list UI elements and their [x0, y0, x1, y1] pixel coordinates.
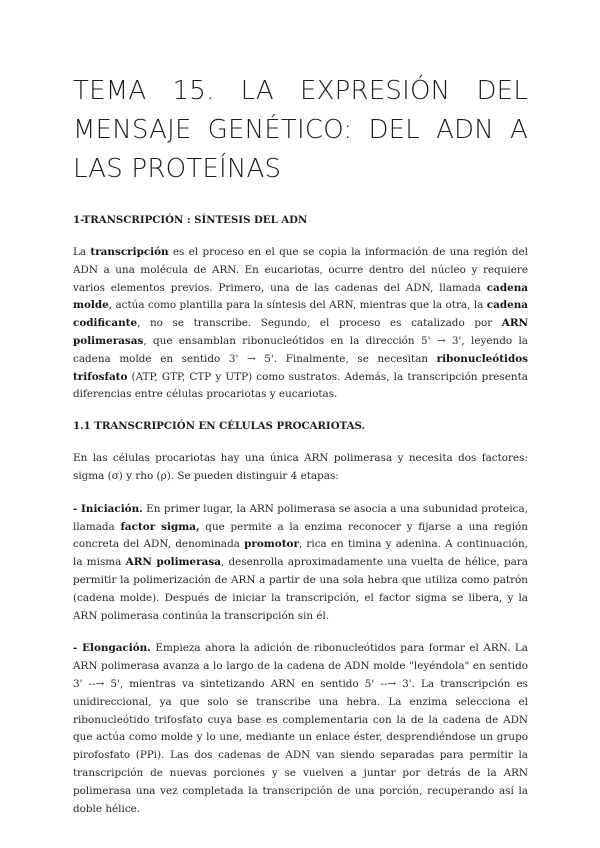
section-heading-procariotas: 1.1 TRANSCRIPCIÓN EN CÉLULAS PROCARIOTAS.	[73, 420, 366, 433]
section-heading-transcripcion: 1-TRANSCRIPCIÓN : SÍNTESIS DEL ADN	[73, 214, 308, 226]
paragraph-procariotas-intro: En las células procariotas hay una única ARN polimerasa y necesita dos factores: sigma (σ) y rho (ρ). Se pueden distinguir 4 etapas:	[73, 452, 528, 482]
paragraph-elongacion: - Elongación. Empieza ahora la adición de ribonucleótidos para formar el ARN. La ARN polimerasa avanza a lo largo de la cadena de ADN molde "leyéndola" en sentido 3' --→ 5', mientras va sintetizando ARN en sentido 5' --→ 3'. La transcripción es unidireccional, ya que solo se transcribe una hebra. La enzima selecciona el ribonucleótido trifosfato cuya base es complementaria con la de la cadena de ADN que actúa como molde y lo une, mediante un enlace éster, desprendiéndose un grupo pirofosfato (PPi). Las dos cadenas de ADN van siendo separadas para permitir la transcripción de nuevas porciones y se vuelven a juntar por detrás de la ARN polimerasa una vez completada la transcripción de una porción, recuperando así la doble hélice.	[73, 642, 528, 815]
paragraph-iniciacion: - Iniciación. En primer lugar, la ARN polimerasa se asocia a una subunidad proteica, llamada factor sigma, que permite a la enzima reconocer y fijarse a una región concreta del ADN, denominada promotor, rica en timina y adenina. A continuación, la misma ARN polimerasa, desenrolla aproximadamente una vuelta de hélice, para permitir la polimerización de ARN a partir de una sola hebra que utiliza como patrón (cadena molde). Después de iniciar la transcripción, el factor sigma se libera, y la ARN polimerasa continúa la transcripción sin él.	[73, 502, 528, 622]
page-title: TEMA 15. LA EXPRESIÓN DEL MENSAJE GENÉTICO: DEL ADN A LAS PROTEÍNAS	[73, 76, 528, 184]
paragraph-transcripcion: La transcripción es el proceso en el que se copia la información de una región del ADN a una molécula de ARN. En eucariotas, ocurre dentro del núcleo y requiere varios elementos previos. Primero, una de las cadenas del ADN, llamada cadena molde, actúa como plantilla para la síntesis del ARN, mientras que la otra, la cadena codificante, no se transcribe. Segundo, el proceso es catalizado por ARN polimerasas, que ensamblan ribonucleótidos en la dirección 5' → 3', leyendo la cadena molde en sentido 3' → 5'. Finalmente, se necesitan ribonucleótidos trifosfato (ATP, GTP, CTP y UTP) como sustratos. Además, la transcripción presenta diferencias entre células procariotas y eucariotas.	[73, 246, 528, 401]
